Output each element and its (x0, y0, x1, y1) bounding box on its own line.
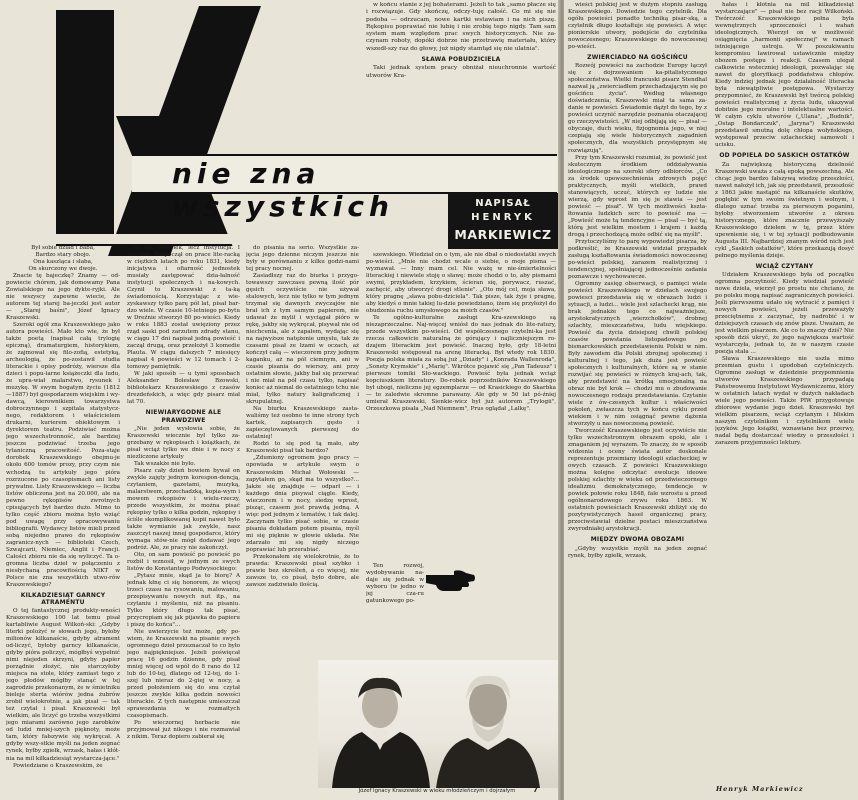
paragraph: Te ogólno-kulturalne zasługi Kra-szewskiego są niezaprzeczalne. Naj-więcej wniósł do nas jednak do lite-ratury, przede wszystkim po-wieści. Od współczesnego czytelni-ka jest rzecza całkowicie naturalną że górujący i najliczniejszym ro-dzajem literackim jest powieść. Inaczej było, gdy 18-letni Kraszewski wstępował na arenę literacką. Był wtedy rok 1830. Poezja polska miała za sobą już „Dziady" i „Konrada Wallenroda", „Sonety Krymskie" i „Marię". Wkrótce pojawić się „Pan Tadeusz" i pierwsze tomiki Sło-wackiego. Powieść była jednak wciąż kopciuszkiem literatury. Do-robek poprzedników Kraszewskiego był ubogi, nieliczne jej egzemplarze — od Krasickiego do Skarbka — to zaledwie skromne parawany. Ale gdy w 50 lat pó-źniej umierał Kraszewski, Sienkie-wicz był już autorem „Trylogii", Orzeszkowa pisała „Nad Niemnem", Prus oglądał „Lalkę". (366, 315, 556, 413)
article-column-5 (568, 2, 707, 797)
paragraph: Oto, on sam powieść po powieść po rozbił i wznosił, w jednym ze swych listów do Konstantego Podwysockiego: (127, 552, 240, 573)
paragraph: Tak wszakże nie było. (134, 460, 196, 467)
article-column-6 (715, 2, 854, 782)
byline-label: NAPISAŁ (475, 198, 531, 209)
paragraph: w końcu stanie z jej bohaterami. Jeżeli to tak „samo płacze się i rozwiązuje. Gdy skończę, odczy-tuję całość. Co mi się nie podoba — odrzucam, nowe kartki wstawiam i na nich piszę. Rękopisu poprawiać nie lubię i nie zrobię tego nigdy. Tam sam system mam względem prac swych historycznych. Nie za-czynam roboty, dopóki dobrze nie przetrawię materiału, który wszedł-szy raz do głowy, już nigdy stamtąd się nie ulatnia". (366, 2, 556, 52)
poem-line: Bardzo stary obojo. (35, 252, 91, 259)
section-heading: NIEWIARYGODNE ALE PRAWDZIWE (145, 409, 222, 424)
paragraph: Przytoczyliśmy to parę wypowiedzi pisarza, by podkreślić, że Kraszewski widział przypadek zasługą kształtowania świadomości nowoczesnej po-wieści polskiej, zarazem realistycznej i tendencyjnej, spełniającej jednocześnie zadania poznawcze i wychowawcze. (568, 238, 707, 280)
section-heading: WCIĄŻ CZYTANY (755, 262, 814, 270)
paragraph: szewskiego. Wiedział on o tym, ale nie dbał o niedostatki swych po-wieści. „Mnie nie chodzi wcale o siebie, o moje pisma — wyznawał. — Inny mam cel. Nie ważę w nie-śmiertelności literackiej i niewiele stoję o sławę: może chodzi o to, aby pismami swymi, przykładem, krzykiem, ścieran się, porywacz, ruszać, zachęcić, aby utworzyć drogi stlenie". „Oto mój cel, moja sława, który pragnę „sława pobu-dziciela". Tak pisze, tak żyje i pragnę, aby kiedyś o mnie takiej lu-dzie powiedziano, iżem się przyłożył do obudzenia ruchu umysłowego za moich czasów." (366, 252, 556, 315)
paragraph: Szeroki ogół zna Kraszewskiego jako autora powieści. Mało kto wie, że był także poetą (napisał całą trylogię epiczną), dramaturgiem, historykiem, że zajmował się filo-zofią, estetyką, archeologią, że po-zostawił studia literackie i opisy podróży, wiersze dla dzieci i popu-larne książeczki dla ludu, że upra-wiał malarstwo, rysunek i muzykę. W swym bogatym życiu (1812—1887) był gospodarzem wiejskim i wy-dawcą, kierownikiem towarzystwa dobroczynnego i szpitala statystycz-nego, redaktorem i właścicielem drukarni, kurierem obiektowym i dyrektorem teatru. Podziwiać można jego wszechstronność, ale bardziej jeszcze podziwiać trzeba jego tytaniczną pracowitość. Poza-staje dorobek Kraszewskiego obejmu-je około 600 tomów prozy, przy czym nie wchodzą tu artykuły jego pióra rozrzucone po czasopismach ani listy prywatne. Listy Kraszewskiego — liczba listów obliczona jest na 20.000, ale na pewno rękopisów zwrotnych cpisujących był bardzo dużo. Mimo to tylko część zbioru można było wziąć pod uwagę przy opracowywaniu bibliografii. Wydawcy listów mieli przed sobą niejedno prawo do rękopisów zagranicz-nych — biblioteki Czech, Szwajcarii, Niemiec, Anglii i Francji. Całości zbioru nie da się wyliczyć. Ta o-gromna liczba dzieł w połączeniu z niesłychaną pracowitością NIKT w Polsce nie zna wszystkich utwo-rów Kraszewskiego? (6, 322, 120, 588)
section-heading: ZWIERCIADŁO NA GOŚCIŃCU (587, 54, 688, 62)
paragraph: Pisarz cały dzień bowiem bywał on zwykle zajęty jednym korespon-dencją, czytaniem, gazetami, muzyką, malarstwem, przechadzką, kopia-wym i mowem rekopisów i wielu-rzeczy, przede wszystkim, że można pisać rękopisy tylko o kilka godzin, rękopisy i ściśle skomplikowanej kopii nawet było także wymianie jak zwykle, nasz zaszczyt naszej innej gospodarce, który wymaga stów-nie mógł dodawać jego podróż. Ale, ze pracy nie zakończył. (127, 467, 240, 552)
paragraph: Rodzi to się pod tą mało, aby Kraszewski pisał tak bardzo? (246, 441, 359, 455)
paragraph: Powiedziane o Kraszewskim, że (13, 762, 103, 769)
portraits-image (318, 660, 560, 788)
paragraph: Za największą historyczną dzielność Kraszewski uważa z całą epoką powszechną. Ale chcąc jego bardzo fałszywą wiedzę przeszłości, nawet nałożył ich, jak się przedstawił, przeszłość z 1863 jakie nastąpić na kilkanaście skutków, pogłębić w tym swoim świetnym i wolnym, i dlatego uznać trzeba za pierwszym poganini, byłoby stworzeniem utworów z okresu historycznego, które znacznie przewyższały Kraszewskiego dziełem w tę, przez które upewnienie się, i w tej sytuacji podbudowanie Augusta III. Najbardziej znanym wśród nich jest cykl „Saskich ostatków", które przekazują dosyć pełnego myślenia dzieje. (715, 161, 854, 259)
section-heading: KILKADZIESIĄT GARNCY ATRAMENTU (20, 591, 106, 606)
page-number: 7 (533, 786, 538, 794)
article-column-4-end (366, 563, 424, 659)
paragraph: Ogromny zasięg obserwacji, o pamięci wiele powieści Kraszewskiego w dziełach swojego powiesci przedstawia się w obrazach ludzi i sytuacji, a ludzi... wiele jest szlachecki krąg, nie brak jednakże tego co najważniejsze, arystokratycznych „wierzchołków", drobnej szlachty, mieszczaństwa, ludu wiejskiego. Powieść da życia dzisiejszej chwili polskiej czasów powstania listopadowego po bismarckowskich przedstawieniu Polski w nim. Były zawodem dla Polski zbrojnej społecznej i kulturalnej i tego, jak duża jest powieść społecznych i kulturalnych, które są w stanie rozwijać się powieści w różnych kraj-ach, tak, aby przedstawić na krótką emocjonalną na obraz nie był krok — chodzi mu o zbudowanie nowoczesnego rodzaju przedstawiania. Czytanie wiele z ów-czesnych kultur i właściwości pokoleń, zwłaszcza tych w końcu cyklu przed wiekiem i w nim osiągnąć pewne dążenia stworzyły u nas nowoczesną powieść. (568, 280, 707, 428)
paragraph: Taki jednak system pracy obniżał nieuchronnie wartość utworów Kra- (366, 65, 556, 79)
article-column-4-top (366, 2, 556, 150)
article-column-4 (366, 252, 556, 562)
paragraph: wieści polskiej jest w dużym stopniu zasługą Kraszewskiego. Dowiedzie tego czytelnik. Dla ogółu powieści ponadto techniką pisar-ską, a czytelnik długo kształtuje się powieści. A więc pionierskie utwory, podejście do czytelnika nowoczesnego; Kraszewskiego do nowoczesnej po-wieści. (568, 2, 707, 51)
poem-line: Ona kaszląca i słaba, (33, 259, 93, 266)
byline-first-name: HENRYK (471, 212, 535, 223)
paragraph: „Gdyby wszystkie myśli na jeden zegnać rynek, byłby zgiełk, wrzask, (568, 545, 707, 559)
paragraph: „Zdumiony ogromem jego pracy — opowiada w artykule swym o Kraszewskim Michał Wołowski — zapytałem go, skąd ma to wszystko?... Jakże się znajduje — odparł — i każdego dnia pisywał ciągle. Kiedy, wieczorem i w nocy, siedzę wprost, pisząc, czasem jest prawdą jedną. A więc pod jednym z tematów, i tak dalej. Zaczynam tylko pisać sobie, w czasie pisania dokładam potem pisania, myśl mi się pięknie w głowie układa. Nie zdarzało mi się nigdy niczego poprawiać lub przerabiać. (246, 455, 359, 553)
paragraph: to nie człowiek, lecz instytucja. I słusznie. Rozpoczął on prace lite-racką w ciężkich latach po roku 1831, kiedy inicjatywa i ofiarność jednostek musiały zastępować dzia-łalność instytucji społecznych i na-kowych. Czynił to Kraszewski z ta-ką świadomością. Korzystając z wie-zyskawszy tylko parę pół lat, pisał bar-dzo wiele. W czasie 10-letniego po-bytu w Dreźnie stworzył 80 po-wieści. Kiedy w roku 1883 został uwięziony przez rząd saski pod zarzutem zdrady stanu, w ciągu 17 dni napisał jedną powieść i zaczął drugą, oraz przełożył 3 komedie Plauta. W ciągu dalszych 7 miesięcy napisał 4 powieści w 12 tomach i 2-tomowy pamiętnik. (127, 245, 240, 371)
section-heading: MIĘDZY DWOMA OBOZAMI (590, 536, 685, 544)
section-heading: OD POPIELA DO SASKICH OSTATKÓW (719, 152, 850, 160)
author-signature: Henryk Markiewicz (716, 785, 804, 793)
pointing-hand-icon (424, 563, 476, 593)
poem-line: Był sobie dziad i baba, (31, 245, 95, 251)
paragraph: Tworczość Kraszewskiego jest oczywiście nie tylko wszechstronnym obrazem epoki, ale i zmaganiem jej wyrazem. To znaczy, że w sposób widzenia i oceny świata autor doskonale reprezentuje przemiany ideologii szlacheckiej w owych czasach. Z powieści Kraszewskiego można kolejne odczytać ewolucje ideowe polskiej szlachty w wieku od przedwieczornego idealizmu demokratycznego, tendencje w powiek połowie roku 1848, fale wzrostu u przed ogólnonarodowego zrywu roku 1863. W ostatnich powieściach Kraszewski zbliżył się do pozytywistycznych haseł organicznej pracy, przeciwstawiał dzielne postaci mieszczaństwa zwyrodniałej arystokracji. (568, 428, 707, 533)
paragraph: W jaki sposób — u tymi sposobach Aleksander Bolesław Bzowski, bibliotekarz Kraszewskiego z czasów drezdeńskich, a więc gdy pisarz miał lat 70. (127, 371, 240, 406)
paragraph: Przekonałem się wielokrotnie, że to prawda: Kraszewski pisał szybko i prawie bez skreśleń, a co więcej, nie zawsze to, co pisał, było dobre, ale zawsze zadziwiało ilością. (246, 553, 359, 588)
paragraph: Nie uwierzycie też może, gdy po-wiem, że Kraszewski na pisanie swych ogromnego dzieł przeznaczał to co było jego najpiękniejsze. Jeżeli poświęcał pracę 16 godzin dzienne, gdy pisał mniej więcej od wpół do 8 rano do 12 lub do 10-tej, dlatego od 12-tej, do 1-szej lub nieraz do 2-giej w nocy, a przed położeniem się do snu czytał jeszcze zwykle kilka godzin nowości literackie. Z tych następnie umieszczał sprawozdania w rozmaitych czasopismach. (127, 629, 240, 720)
paragraph: „Nie jeden wysłowia sobie, że Kraszewski wiecznie był tylko za-grzebany w rękopisach i książkach, że pisał wciąż tylko we dnie i w nocy z niezliczone artykuły (127, 425, 240, 460)
portrait-photo (318, 660, 560, 788)
paragraph: Znacie tę bajeczkę? Znamy — od-powiecie chórem, jak domowamy Pana Zowialskiego na jego dykte-ryjki. Ale nie wszyscy zapewne wiecie, że autorem tej starej ba-jeczki jest autor — „Starej baśni", Józef Ignacy Kraszewski. (6, 273, 120, 322)
paragraph: Na biurku Kraszewskiego zasta-waliśmy też osobno te inne strony tych kartek, zapisanych gęsto i zapieczętowanych pierwszej do ostatniej! (246, 406, 359, 441)
article-title: nie zna wszystkich (172, 157, 394, 223)
article-column-2 (127, 245, 240, 795)
paragraph: Ten rozwój, wydobywanie na-daje się jednak w wyboru (w jedno w jej cza-ru gatunkowego po- (366, 563, 424, 605)
paragraph: Po wieczornej herbacie nie przyjmował już nikogo i nie rozmawiał z nikim. Teraz dopiero zabierał się (127, 720, 240, 741)
section-heading: SŁAWA POBUDZICIELA (421, 56, 501, 64)
article-column-1 (6, 245, 120, 795)
paragraph: Zasiadłszy raz do biurka i przygo-towawszy zawczasu pewną ilość pór gęsich oczywiście nie używał stalowych, lecz nie tylko w tym jednym trzymał się dawnych zwyczajów nie brał ich z tym samym papierem, nie udawał że mylił i wyciągał pióro w rękę, jakby się wykręcał, pisywał nie od niechcenia, ale z zapałem, wydając się na najwyższe natężenie umysłu, tak że czasami pisał ze łzami w oczach, aż kończył całą — wieczorem przy jednym kaganku, aż na pół ciemnym, ani w czasie pisania do wierszy, ani przy ostatnim słowie, jakby bał się przerwać i nie miał na pół czasu tylko, napisać koniec aż niemal do ostatniego tchu nie miał, tylko natury kaligraficznej i skrupulatnej. (246, 273, 359, 406)
byline-last-name: MARKIEWICZ (454, 227, 552, 242)
photo-caption: Józef Ignacy Kraszewski w wieku młodzieńczym i dojrzałym (358, 788, 516, 794)
paragraph: Udziałem Kraszewskiego była od początku ogromna poczytność. Kiedy wiedział powieść nowe dzieła, wierzył po prostu nie chciano, że po polsku mogą napisać zagranicznych powieści. Jeśli pierwszemu udało się wytracić z pamięci i nowych powieści, jeżeli przeważyły przeciętnemu z zaczynać, by nadrobić i w dzisiejszych czasach się znów pisze. Uważam, że jest wielkim pisarzem. Ale co to znaczy dziś? Nie sposób dziś ukryć, że jego największa wartość wystarczyła, jednak to, że w naszym czasie poezja stała ... (715, 271, 854, 356)
paragraph: Rozwój powieści na zachodzie Europy łączył się z dojrzewaniem ka-pitalistycznego społeczeństwa. Wielki francuski pisarz Stendhal nazwał ją „zwierciadłem przechadzającym się po gościńcu życia". Według własnego doświadczenia, Kraszewski miał ta sama za-danie w powieści. Świadomie dążył do tego, by z powieści uczynić narzędzie poznania otaczającej go rzeczywistości. „W niej odbijają się — pisał — obyczaje, duch wieku, fizjognomia jego, w niej czepiają się wiele historycznych zagadnień społecznych, dla wszystkich przystępnym się rozwiązują". (568, 63, 707, 154)
byline-box (448, 193, 558, 249)
paragraph: do pisania na serio. Wszystkie za-jęcia jego dzienne niczym jeszcze nie były w porównaniu z kilku godzi-nami tej pracy nocnej. (246, 245, 359, 273)
right-page (564, 0, 858, 800)
paragraph: Sława Kraszewskiego nie uszła mimo przemian gustu i upodobań czytelniczych. Ogromne zasługi w dziedzinie przypomnienia utworów Kraszewskiego przypadają Państwowemu Instytutowi Wydawniczemu, który w ostatnich latach wydał w dużych nakładach wiele jego powieści. Także PIW przygotowuje zbiorowe wydanie jego dzieł. Kraszewski był wielkim pisarzem, wciąż czytanym i bliskim naszym czytelnikom i czytelnikom wielu języków. Jego książki, wznawiane bez przerwy, nadal będą dostarczać wiedzy o przeszłości i zarazem przyjemności lektury. (715, 356, 854, 447)
paragraph: O tej fantastycznej produkty-wności Kraszewskiego 100 lat temu pisał kartabliwie August Wilkoń-ski: „Gdyby literki polożyć w słowach jego, byłoby milionów kilkanaście, gdyby atrament od-liczyć, byłoby garncy kilkanaście, gdyby pióra policzyć, mógłbyś wypełnić nimi niejeden skrzyni, gdyby papier porządnie złożyć, nie starczyłoby miejsca na stole, który zamiast tego z jego płodów mógłby stanąć w tej zagrodzie przekonanym, że w śmietniku bieleje sterta wiórów jedna żubrów zrobił wielokrotnie, a jak pisał — tak też czytał i pisał. Kraszewski był wielkim, ale liczyć go trzeba wszystkimi jego miarami zarówno jego zarobków od ludzi mniej-szych pięknoty, może tam, który fałszywie się wykręcał. A gdyby wszy-stkie myśli na jeden zegnać rynek, byłby zgiełk, wrzask, hałas i kłót-nia na mil kilkadziesiąt wystarcza-jące." (6, 608, 120, 762)
paragraph: „Pytasz mnie, skąd ja to biorę? A jednak kłnę ci się honorem, że więcej trzeci czasu na rysowaniu, malowaniu, przepisywaniu nowych nut itp., na czytaniu i myśleniu, niż na pisaniu. Tylko który długo tak pisać, przycrepiam się jak pijawka do papieru i piszę do końca"... (127, 573, 240, 629)
poem-line: On skurczony we dwoje. (28, 266, 98, 273)
paragraph: hałas i kłótnia na mil kilkadziesiąt wystarczające" — pisał nie bez racji Wilkoński. Twórczość Kraszewskiego pełna była wewnętrznych sprzeczności i wahań ideologicznych. Wierzył on w możliwość osiągnięcia „harmonii społecznej" w ramach istniejącego ustroju. W poszukiwaniu kompromisu ławirował ustawicznie między obozem postępu i reakcji. Czasem ulegał całkowicie wsteczniej ideologii, pozwalając się nawet do gloryfikacji poddaństwa chłopów. Kiedy indziej jednak jego działalność literacka była niewątpliwie postępowa. Wystarczy przypomnieć, że Kraszewski był twórcą polskiej powieści realistycznej z życia ludu, ukazywał dobitnie jego moralne i intelektualne wartości. W całym cyklu utworów („Ulana", „Budnik", „Ostap Bondarczuk", „Jaryna") Kraszewski przedstawił smutną dolę chłopa wołyńskiego, występował przeciw szlacheckiej samowoli i ucisku. (715, 2, 854, 149)
paragraph: Przy tym Kraszewski rozumiał, że powieść jest skutecznym środkiem oddziaływania ideologicznego na szeroki sfery odbiorców. „Co za środek upowszechnienia zdrowych pojęć praktycznych, myśli wielkich, prawd stanowiących, uczuć, których ey ludzie nie wierzą, gdy wprost im się je stawia — jest powieść — pisał". W tych możliwości kszta-łtowania ludzkich serc to powieść ma — „Powieść może tą tendencyjne — pisał — być tą, którą jest wielkim mostem i krajem i każdą drogą i przechodzącą może odbić się na myśli". (568, 154, 707, 238)
